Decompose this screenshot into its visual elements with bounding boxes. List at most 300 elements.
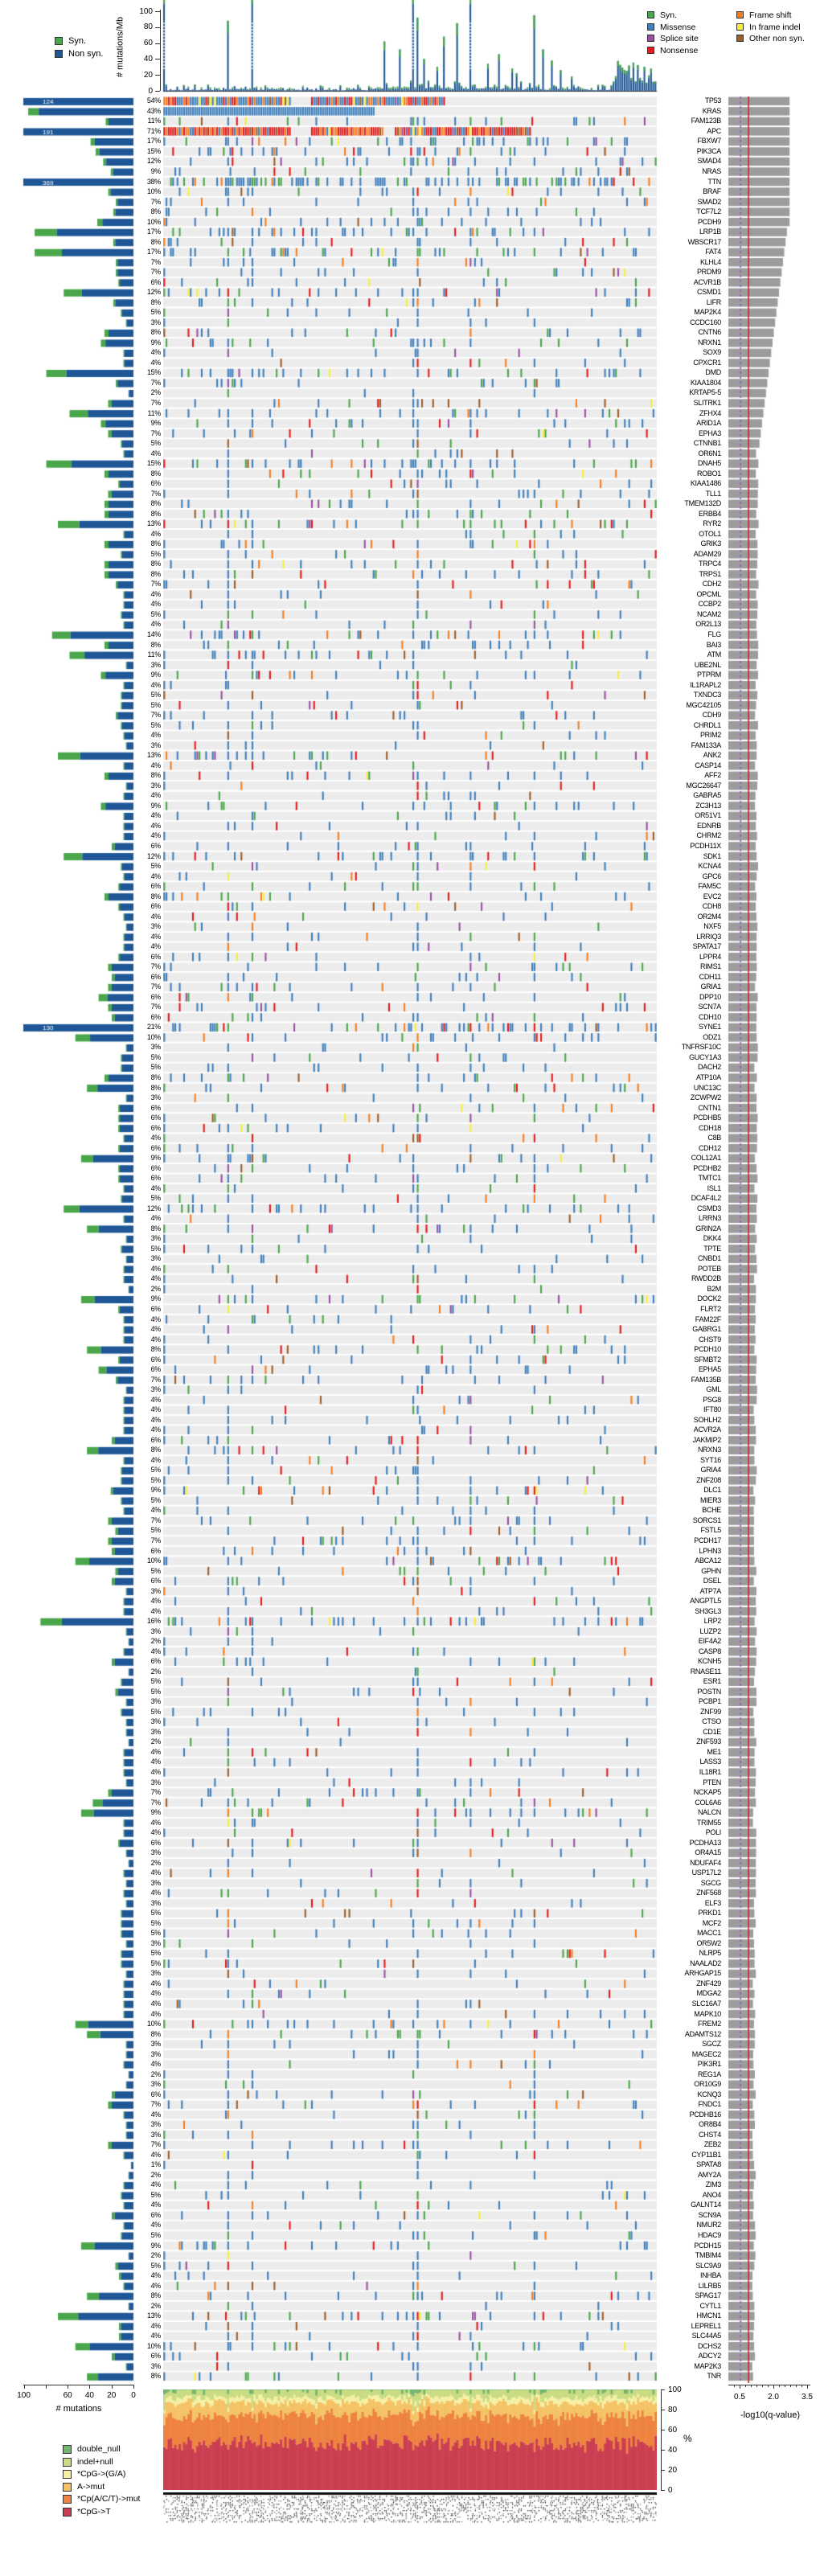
legend-syn-nonsyn-swatch (55, 50, 63, 58)
legend-signature-label: A->mut (77, 2481, 105, 2492)
gene-label: GABRG1 (692, 1325, 721, 1334)
gene-pct: 6% (150, 1838, 161, 1847)
gene-pct: 5% (150, 2261, 161, 2270)
gene-pct: 10% (146, 1032, 161, 1041)
gene-pct: 13% (146, 751, 161, 760)
gene-pct: 4% (150, 1425, 161, 1434)
gene-pct: 2% (150, 1284, 161, 1293)
gene-label: ARID1A (696, 419, 721, 428)
gene-label: LRRIQ3 (696, 932, 721, 941)
gene-pct: 5% (150, 1909, 161, 1918)
gene-label: CHRM2 (696, 831, 721, 840)
top-ytick-label: 60 (143, 39, 153, 48)
left-axis-tick (89, 2385, 90, 2389)
gene-pct: 11% (147, 408, 161, 417)
gene-pct: 5% (150, 691, 161, 699)
gene-pct: 3% (150, 2120, 161, 2129)
left-axis-tick (133, 2385, 134, 2389)
gene-label: LEPREL1 (691, 2321, 721, 2330)
gene-pct: 3% (150, 2080, 161, 2089)
gene-pct: 4% (150, 1597, 161, 1606)
gene-pct: 12% (146, 1204, 161, 1212)
q-axis-tick (790, 2385, 791, 2387)
gene-label: ATP10A (695, 1073, 721, 1081)
gene-pct: 9% (150, 167, 161, 175)
gene-pct: 7% (150, 1536, 161, 1544)
gene-pct: 7% (150, 1375, 161, 1384)
gene-pct: 4% (150, 1647, 161, 1655)
q-axis-tick (779, 2385, 780, 2387)
gene-pct: 5% (150, 1063, 161, 1072)
legend-signature-swatch (63, 2470, 72, 2479)
gene-label: MCF2 (702, 1918, 721, 1927)
gene-label: JAKMIP2 (692, 1435, 721, 1444)
gene-label: ZNF593 (696, 1737, 721, 1746)
gene-pct: 8% (150, 560, 161, 568)
gene-label: PIK3R1 (697, 2060, 721, 2069)
gene-pct: 6% (150, 2352, 161, 2361)
gene-label: PRDM9 (696, 268, 721, 277)
legend-signature-label: *CpG->(G/A) (77, 2469, 126, 2480)
legend-signature-swatch (63, 2458, 72, 2467)
gene-pct: 13% (146, 2311, 161, 2320)
gene-pct: 5% (150, 549, 161, 558)
q-axis-tick (768, 2385, 769, 2387)
gene-pct: 17% (146, 248, 161, 256)
legend-types-label: Frame shift (749, 10, 792, 20)
pct-axis-tick (661, 2490, 665, 2491)
gene-label: PRKD1 (698, 1909, 721, 1918)
legend-signature-item (63, 2508, 175, 2518)
gene-label: AMY2A (697, 2170, 721, 2179)
gene-pct: 3% (150, 1898, 161, 1907)
gene-pct: 7% (150, 257, 161, 266)
left-axis-tick-label: 20 (107, 2391, 117, 2400)
gene-pct: 5% (150, 1687, 161, 1696)
gene-label: DCHS2 (697, 2341, 721, 2350)
gene-pct: 43% (146, 106, 161, 115)
gene-label: CDH12 (698, 1143, 721, 1152)
gene-label: GML (706, 1385, 721, 1394)
gene-pct: 4% (150, 2180, 161, 2189)
gene-pct: 4% (150, 1405, 161, 1414)
gene-label: PCDHB16 (689, 2110, 721, 2119)
gene-label: LASS3 (699, 1758, 721, 1766)
legend-types-swatch (647, 23, 654, 31)
gene-pct: 3% (150, 922, 161, 931)
gene-pct: 15% (146, 368, 161, 377)
gene-pct: 2% (150, 1637, 161, 1646)
gene-pct: 3% (150, 781, 161, 790)
gene-label: TMTC1 (698, 1174, 721, 1183)
gene-label: CHST4 (698, 2130, 721, 2139)
legend-signature-label: *CpG->T (77, 2507, 111, 2517)
gene-pct: 4% (150, 449, 161, 457)
gene-label: APC (707, 126, 721, 135)
pct-axis-line (661, 2389, 662, 2491)
gene-pct: 2% (150, 2170, 161, 2179)
gene-pct: 5% (150, 1244, 161, 1253)
gene-pct: 10% (146, 2341, 161, 2350)
gene-label: CPXCR1 (693, 358, 721, 367)
gene-pct: 3% (150, 1385, 161, 1394)
gene-label: SH3GL3 (695, 1606, 721, 1615)
gene-pct: 2% (150, 2069, 161, 2078)
gene-label: SCN9A (698, 2210, 721, 2219)
legend-signature-item (63, 2470, 175, 2480)
gene-label: GRIK3 (700, 539, 721, 548)
gene-pct: 7% (150, 2100, 161, 2109)
gene-label: PCDHA13 (689, 1838, 721, 1847)
gene-pct: 3% (150, 1093, 161, 1102)
legend-signature-swatch (63, 2483, 72, 2492)
gene-label: TRPS1 (699, 569, 721, 578)
gene-label: UNC13C (693, 1083, 721, 1092)
legend-syn-nonsyn-swatch (55, 37, 63, 45)
gene-label: OR51V1 (695, 811, 721, 820)
gene-label: SPAG17 (695, 2291, 721, 2300)
gene-label: CTSO (702, 1717, 721, 1726)
q-axis-tick-label: 3.5 (802, 2393, 813, 2402)
gene-pct: 7% (150, 1798, 161, 1807)
gene-label: FAM135B (691, 1375, 721, 1384)
gene-pct: 7% (150, 429, 161, 437)
mutations-per-mb-chart (151, 0, 659, 95)
gene-pct: 4% (150, 1868, 161, 1877)
gene-pct: 4% (150, 1506, 161, 1515)
gene-pct: 10% (146, 2020, 161, 2028)
gene-pct: 6% (150, 1123, 161, 1132)
gene-label: FNDC1 (698, 2100, 721, 2109)
gene-pct: 8% (150, 509, 161, 518)
left-axis-tick-label: 100 (17, 2391, 31, 2400)
gene-label: ERBB4 (698, 509, 721, 518)
gene-pct: 4% (150, 2060, 161, 2069)
gene-label: CASP8 (698, 1647, 721, 1655)
legend-types-label: Splice site (660, 34, 699, 43)
gene-pct: 8% (150, 569, 161, 578)
left-axis-tick-label: 0 (131, 2391, 136, 2400)
gene-label: ADAMTS12 (684, 2029, 721, 2038)
gene-pct: 4% (150, 932, 161, 941)
gene-pct: 7% (150, 268, 161, 277)
gene-label: UBE2NL (694, 660, 721, 669)
gene-label: OR6N1 (698, 449, 721, 457)
gene-pct: 14% (146, 630, 161, 639)
gene-label: TP53 (704, 96, 721, 105)
gene-label: CYTL1 (699, 2301, 721, 2310)
gene-pct: 7% (150, 1516, 161, 1524)
gene-label: ROBO1 (696, 469, 721, 478)
gene-label: LILRB5 (698, 2281, 721, 2290)
gene-label: KLHL4 (699, 257, 721, 266)
gene-pct: 6% (150, 1355, 161, 1364)
gene-pct: 4% (150, 1758, 161, 1766)
gene-pct: 6% (150, 882, 161, 891)
gene-label: MAP2K3 (694, 2361, 721, 2370)
gene-pct: 9% (150, 338, 161, 347)
legend-types-swatch (736, 35, 744, 42)
legend-signature-item (63, 2483, 175, 2493)
gene-pct: 7% (150, 399, 161, 407)
gene-label: LRP1B (699, 228, 721, 236)
gene-pct: 2% (150, 2251, 161, 2260)
gene-pct: 4% (150, 2110, 161, 2119)
gene-label: POTEB (697, 1264, 721, 1273)
gene-pct: 6% (150, 992, 161, 1001)
pct-axis-tick-label: 20 (668, 2465, 678, 2475)
gene-label: ZIM3 (705, 2180, 721, 2189)
legend-signature-swatch (63, 2445, 72, 2454)
gene-label: FSTL5 (700, 1526, 721, 1535)
gene-pct: 9% (150, 419, 161, 428)
gene-label: CDH18 (698, 1123, 721, 1132)
gene-pct: 8% (150, 237, 161, 246)
gene-pct: 6% (150, 1365, 161, 1374)
gene-label: PRIM2 (699, 731, 721, 740)
gene-label: B2M (707, 1284, 721, 1293)
gene-label: SLC44A5 (691, 2332, 721, 2340)
gene-label: NDUFAF4 (690, 1858, 721, 1867)
gene-label: DLC1 (703, 1486, 721, 1495)
gene-pct: 4% (150, 1134, 161, 1142)
gene-pct: 5% (150, 439, 161, 448)
gene-label: HMCN1 (696, 2311, 721, 2320)
gene-label: REG1A (697, 2069, 721, 2078)
gene-label: LRRN3 (698, 1214, 721, 1223)
gene-label: EIF4A2 (698, 1637, 721, 1646)
gene-pct: 8% (150, 499, 161, 508)
gene-label: SLITRK1 (693, 399, 721, 407)
gene-label: PCDHB5 (693, 1114, 721, 1122)
legend-signature-label: indel+null (77, 2456, 113, 2467)
q-axis-tick (756, 2385, 757, 2387)
gene-pct: 4% (150, 2281, 161, 2290)
gene-pct: 8% (150, 892, 161, 900)
legend-types-item (647, 47, 760, 57)
legend-types-label: In frame indel (749, 22, 801, 32)
q-axis-tick-label: 0.5 (734, 2393, 745, 2402)
top-ytick-label: 80 (143, 23, 153, 32)
gene-pct: 5% (150, 1475, 161, 1484)
gene-label: CSMD1 (696, 288, 721, 297)
gene-label: CHRDL1 (693, 720, 721, 729)
gene-label: OR2M4 (697, 912, 721, 921)
gene-label: NRAS (702, 167, 721, 175)
gene-pct: 4% (150, 1828, 161, 1837)
top-chart-y-axis-label: # mutations/Mb (115, 16, 125, 78)
gene-pct: 5% (150, 2190, 161, 2199)
gene-pct: 9% (150, 801, 161, 810)
gene-label: NAALAD2 (690, 1959, 721, 1967)
gene-label: FAM22F (695, 1315, 721, 1323)
gene-pct: 4% (150, 1214, 161, 1223)
gene-pct: 8% (150, 2372, 161, 2381)
gene-label: NCAM2 (696, 609, 721, 618)
gene-pct: 3% (150, 1043, 161, 1052)
gene-label: ZC3H13 (695, 801, 721, 810)
gene-label: MACC1 (696, 1929, 721, 1938)
gene-pct: 54% (146, 96, 161, 105)
pct-axis-tick (661, 2470, 665, 2471)
gene-pct: 2% (150, 1737, 161, 1746)
gene-label: ELF3 (704, 1898, 721, 1907)
legend-types-label: Syn. (660, 10, 678, 20)
gene-pct: 4% (150, 942, 161, 951)
gene-label: SDK1 (703, 851, 721, 860)
gene-pct: 4% (150, 1455, 161, 1464)
gene-label: KCNH5 (697, 1657, 721, 1666)
gene-pct: 4% (150, 1979, 161, 1987)
gene-label: LUZP2 (699, 1626, 721, 1635)
gene-label: GABRA5 (693, 791, 721, 800)
gene-label: MAGEC2 (691, 2049, 721, 2058)
gene-pct: 8% (150, 1073, 161, 1081)
gene-pct: 9% (150, 1486, 161, 1495)
legend-signature-item (63, 2458, 175, 2468)
gene-label: POLI (705, 1828, 721, 1837)
gene-label: NRXN1 (697, 338, 721, 347)
gene-label: CDH10 (698, 1012, 721, 1021)
gene-pct: 7% (150, 489, 161, 498)
gene-label: CD1E (703, 1727, 721, 1736)
gene-label: SOHLH2 (693, 1415, 721, 1424)
gene-pct: 5% (150, 700, 161, 709)
gene-label: ACVR2A (693, 1425, 721, 1434)
q-axis-tick-label: 2.0 (768, 2393, 779, 2402)
gene-pct: 4% (150, 1989, 161, 1998)
gene-pct: 8% (150, 1083, 161, 1092)
gene-pct: 8% (150, 207, 161, 216)
gene-label: RWDD2B (691, 1274, 721, 1283)
q-axis-tick (807, 2385, 808, 2389)
gene-label: POSTN (697, 1687, 721, 1696)
gene-pct: 5% (150, 1566, 161, 1575)
left-axis-tick (112, 2385, 113, 2389)
gene-pct: 4% (150, 2000, 161, 2008)
legend-types-item (736, 11, 820, 22)
gene-pct: 7% (150, 711, 161, 720)
gene-label: SLC9A9 (695, 2261, 721, 2270)
gene-pct: 5% (150, 1959, 161, 1967)
gene-label: GRIA4 (700, 1466, 721, 1475)
legend-signature-item (63, 2445, 175, 2455)
gene-pct: 4% (150, 2009, 161, 2018)
gene-label: SMAD2 (697, 197, 721, 206)
pct-axis-tick-label: 100 (668, 2385, 682, 2394)
gene-pct: 6% (150, 2210, 161, 2219)
gene-pct: 9% (150, 671, 161, 679)
gene-pct: 5% (150, 2231, 161, 2239)
gene-pct: 8% (150, 1446, 161, 1454)
gene-pct: 11% (147, 117, 161, 125)
left-axis-tick-label: 60 (63, 2391, 72, 2400)
gene-pct: 3% (150, 2361, 161, 2370)
gene-pct: 3% (150, 2049, 161, 2058)
gene-pct: 8% (150, 640, 161, 649)
gene-label: CNTN1 (698, 1103, 721, 1112)
gene-label: LRP2 (703, 1617, 721, 1626)
gene-pct: 7% (150, 197, 161, 206)
legend-syn-nonsyn-item (55, 37, 167, 47)
legend-syn-nonsyn-label: Non syn. (68, 49, 104, 59)
gene-label: PCDH17 (694, 1536, 721, 1544)
gene-label: PCDH9 (697, 217, 721, 226)
gene-pct: 6% (150, 1174, 161, 1183)
gene-label: MAP2K4 (694, 308, 721, 317)
gene-pct: 13% (146, 519, 161, 528)
gene-pct: 5% (150, 1949, 161, 1958)
gene-label: SLC16A7 (691, 2000, 721, 2008)
gene-pct: 3% (150, 1586, 161, 1595)
gene-label: FLG (707, 630, 721, 639)
gene-label: ZNF208 (696, 1475, 721, 1484)
gene-pct: 4% (150, 1335, 161, 1343)
gene-label: TRIM55 (696, 1818, 721, 1827)
gene-pct: 8% (150, 771, 161, 780)
gene-pct: 4% (150, 589, 161, 598)
gene-pct: 4% (150, 1818, 161, 1827)
legend-types-swatch (736, 11, 744, 18)
gene-label: SGCG (700, 1878, 721, 1887)
gene-label: CNBD1 (697, 1254, 721, 1263)
gene-pct: 5% (150, 1707, 161, 1716)
legend-signature-swatch (63, 2508, 72, 2517)
gene-pct: 6% (150, 1143, 161, 1152)
gene-label: TMEM132D (684, 499, 721, 508)
gene-pct: 11% (147, 650, 161, 659)
gene-pct: 17% (146, 137, 161, 146)
legend-types-item (736, 23, 820, 34)
gene-pct: 4% (150, 872, 161, 880)
top-ytick-label: 20 (143, 70, 153, 80)
q-axis-tick (751, 2385, 752, 2387)
q-axis-tick (762, 2385, 763, 2387)
gene-label: SOX9 (703, 348, 721, 357)
gene-pct: 4% (150, 1415, 161, 1424)
gene-label: NMUR2 (696, 2221, 721, 2229)
gene-label: WBSCR17 (687, 237, 721, 246)
gene-label: PTEN (703, 1778, 721, 1786)
gene-pct: 8% (150, 539, 161, 548)
gene-label: TLL1 (705, 489, 721, 498)
gene-pct: 4% (150, 600, 161, 609)
gene-pct: 3% (150, 2130, 161, 2139)
gene-pct: 4% (150, 1274, 161, 1283)
gene-pct: 5% (150, 1466, 161, 1475)
gene-pct: 3% (150, 1938, 161, 1947)
gene-pct: 5% (150, 1929, 161, 1938)
gene-pct: 3% (150, 318, 161, 326)
gene-label: IL1RAPL2 (690, 680, 721, 689)
legend-types-item (736, 35, 820, 45)
gene-label: DPP10 (699, 992, 721, 1001)
gene-pct: 5% (150, 1677, 161, 1686)
pct-axis-tick-label: 80 (668, 2405, 678, 2414)
gene-label: BRAF (703, 187, 721, 196)
gene-pct: 5% (150, 862, 161, 871)
left-axis-tick-label: 40 (84, 2391, 94, 2400)
gene-label: ZEB2 (703, 2140, 721, 2149)
gene-pct: 5% (150, 1918, 161, 1927)
gene-pct: 10% (146, 187, 161, 196)
gene-pct: 16% (146, 1617, 161, 1626)
gene-label: ADAM29 (693, 549, 721, 558)
gene-label: CDH11 (699, 972, 721, 981)
gene-pct: 3% (150, 1969, 161, 1978)
gene-pct: 2% (150, 1667, 161, 1676)
gene-pct: 2% (150, 388, 161, 397)
